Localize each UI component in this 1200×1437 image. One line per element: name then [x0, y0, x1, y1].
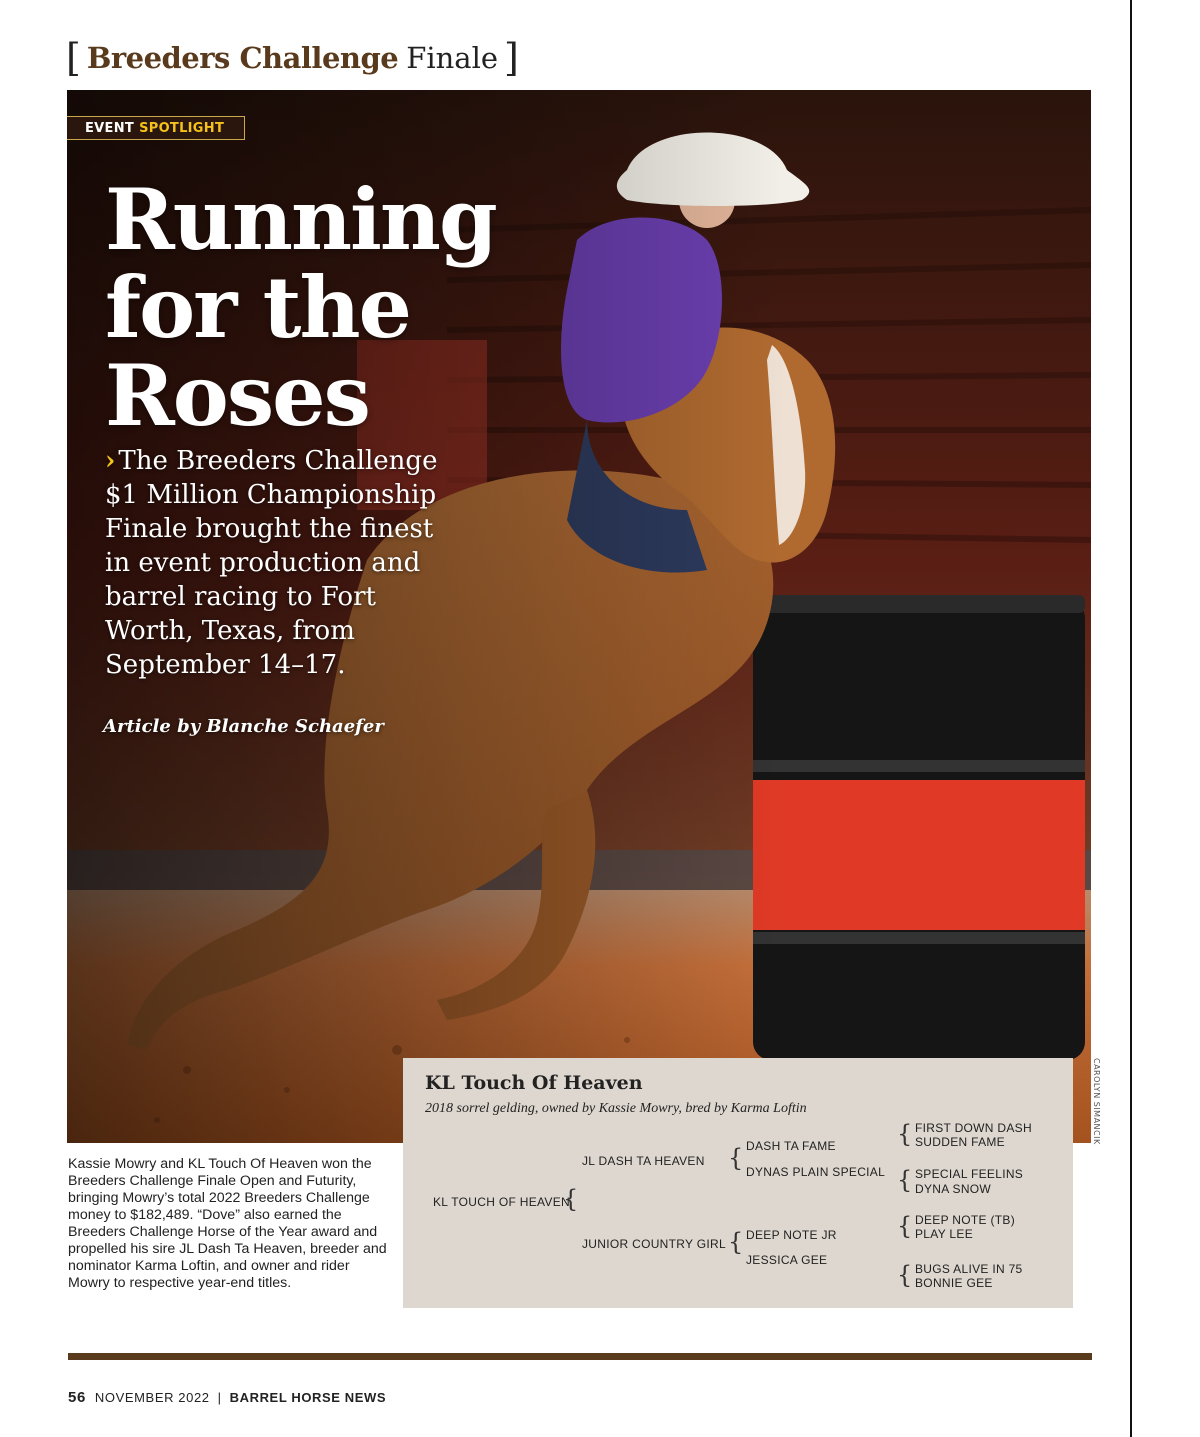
pedigree-g6: PLAY LEE — [915, 1227, 973, 1241]
section-title-light: Finale — [406, 41, 499, 75]
chevron-right-icon: › — [105, 446, 116, 476]
open-bracket: [ — [66, 36, 81, 80]
article-headline: Running for the Roses — [105, 170, 496, 445]
page-footer — [68, 1389, 386, 1406]
photo-caption: Kassie Mowry and KL Touch Of Heaven won the Breeders Challenge Finale Open and Futurity, bringing Mowry’s total 2022 Breeders Challenge money to $182,489. “Dove” also earned the Breeders Challenge Horse of the Year award and propelled his sire JL Dash Ta Heaven, breeder and nominator Karma Loftin, and owner and rider Mowry to respective year-end titles. — [68, 1156, 387, 1291]
section-header — [66, 38, 519, 78]
page-number: 56 — [68, 1389, 86, 1406]
pedigree-g5: DEEP NOTE (TB) — [915, 1213, 1015, 1227]
spotlight-label-event: EVENT — [85, 120, 135, 136]
footer-rule — [68, 1353, 1092, 1360]
close-bracket: ] — [504, 36, 519, 80]
brace-icon: { — [728, 1228, 744, 1256]
brace-icon: { — [728, 1144, 744, 1172]
pedigree-dam: JUNIOR COUNTRY GIRL — [582, 1237, 726, 1251]
brace-icon: { — [897, 1212, 913, 1240]
pedigree-g3: SPECIAL FEELINS — [915, 1167, 1024, 1181]
brace-icon: { — [897, 1166, 913, 1194]
publication-name: BARREL HORSE NEWS — [229, 1390, 387, 1405]
section-title-bold: Breeders Challenge — [86, 41, 399, 75]
pedigree-g1: FIRST DOWN DASH — [915, 1121, 1032, 1135]
pedigree-dam-sire: DEEP NOTE JR — [746, 1228, 837, 1242]
pedigree-sire-sire: DASH TA FAME — [746, 1139, 836, 1153]
pedigree-sire-dam: DYNAS PLAIN SPECIAL — [746, 1165, 886, 1179]
brace-icon: { — [897, 1261, 913, 1289]
pedigree-title: KL Touch Of Heaven — [425, 1072, 643, 1094]
pedigree-box — [403, 1058, 1073, 1308]
pedigree-g2: SUDDEN FAME — [915, 1135, 1005, 1149]
page-edge-rule — [1130, 0, 1132, 1437]
footer-separator: | — [217, 1390, 222, 1405]
spotlight-label-spotlight: SPOTLIGHT — [139, 120, 225, 136]
pedigree-sire: JL DASH TA HEAVEN — [582, 1154, 705, 1168]
pedigree-horse: KL TOUCH OF HEAVEN — [433, 1195, 570, 1209]
article-byline: Article by Blanche Schaefer — [103, 716, 384, 737]
hero-photo — [67, 90, 1091, 1143]
pedigree-dam-dam: JESSICA GEE — [746, 1253, 828, 1267]
brace-icon: { — [563, 1185, 579, 1213]
article-dek — [105, 444, 455, 682]
pedigree-g8: BONNIE GEE — [915, 1276, 993, 1290]
pedigree-g7: BUGS ALIVE IN 75 — [915, 1262, 1023, 1276]
pedigree-subtitle: 2018 sorrel gelding, owned by Kassie Mowry, bred by Karma Loftin — [425, 1101, 807, 1116]
brace-icon: { — [897, 1120, 913, 1148]
dek-text: The Breeders Challenge $1 Million Championship Finale brought the finest in event production and barrel racing to Fort Worth, Texas, from September 14–17. — [105, 446, 438, 680]
issue-date: NOVEMBER 2022 — [94, 1390, 210, 1405]
pedigree-g4: DYNA SNOW — [915, 1182, 992, 1196]
event-spotlight-tag — [67, 116, 245, 140]
photo-credit: CAROLYN SIMANCIK — [1092, 1058, 1101, 1145]
